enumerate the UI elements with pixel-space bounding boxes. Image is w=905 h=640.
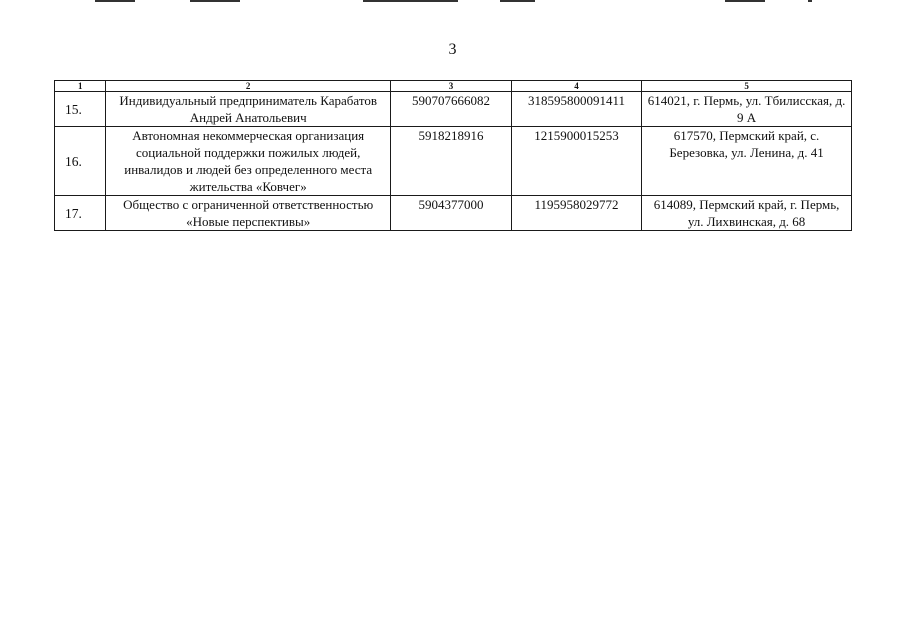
row-number: 15. [55, 92, 106, 127]
registry-table [54, 80, 852, 231]
table-row [55, 127, 852, 196]
page-number: 3 [448, 41, 457, 58]
ogrn-cell: 1195958029772 [511, 196, 641, 231]
scan-mark [725, 0, 765, 2]
column-header: 1 [55, 81, 106, 92]
column-header: 3 [390, 81, 511, 92]
scan-mark [95, 0, 135, 2]
inn-cell: 590707666082 [390, 92, 511, 127]
scan-mark [500, 0, 535, 2]
row-number: 16. [55, 127, 106, 196]
ogrn-cell: 318595800091411 [511, 92, 641, 127]
table-row [55, 196, 852, 231]
organization-name: Автономная некоммерческая организация социальной поддержки пожилых людей, инвалидов и людей без определенного места жительства «Ковчег» [106, 127, 390, 196]
column-header: 2 [106, 81, 390, 92]
scan-mark [190, 0, 240, 2]
organization-name: Общество с ограниченной ответственностью «Новые перспективы» [106, 196, 390, 231]
inn-cell: 5904377000 [390, 196, 511, 231]
column-header: 5 [642, 81, 852, 92]
column-header: 4 [511, 81, 641, 92]
organization-name: Индивидуальный предприниматель Карабатов Андрей Анатольевич [106, 92, 390, 127]
inn-cell: 5918218916 [390, 127, 511, 196]
scan-mark [363, 0, 458, 2]
address-cell: 614089, Пермский край, г. Пермь, ул. Лихвинская, д. 68 [642, 196, 852, 231]
ogrn-cell: 1215900015253 [511, 127, 641, 196]
row-number: 17. [55, 196, 106, 231]
address-cell: 617570, Пермский край, с. Березовка, ул. Ленина, д. 41 [642, 127, 852, 196]
address-cell: 614021, г. Пермь, ул. Тбилисская, д. 9 А [642, 92, 852, 127]
table-row [55, 92, 852, 127]
scan-mark [808, 0, 812, 2]
table-header-row [55, 81, 852, 92]
